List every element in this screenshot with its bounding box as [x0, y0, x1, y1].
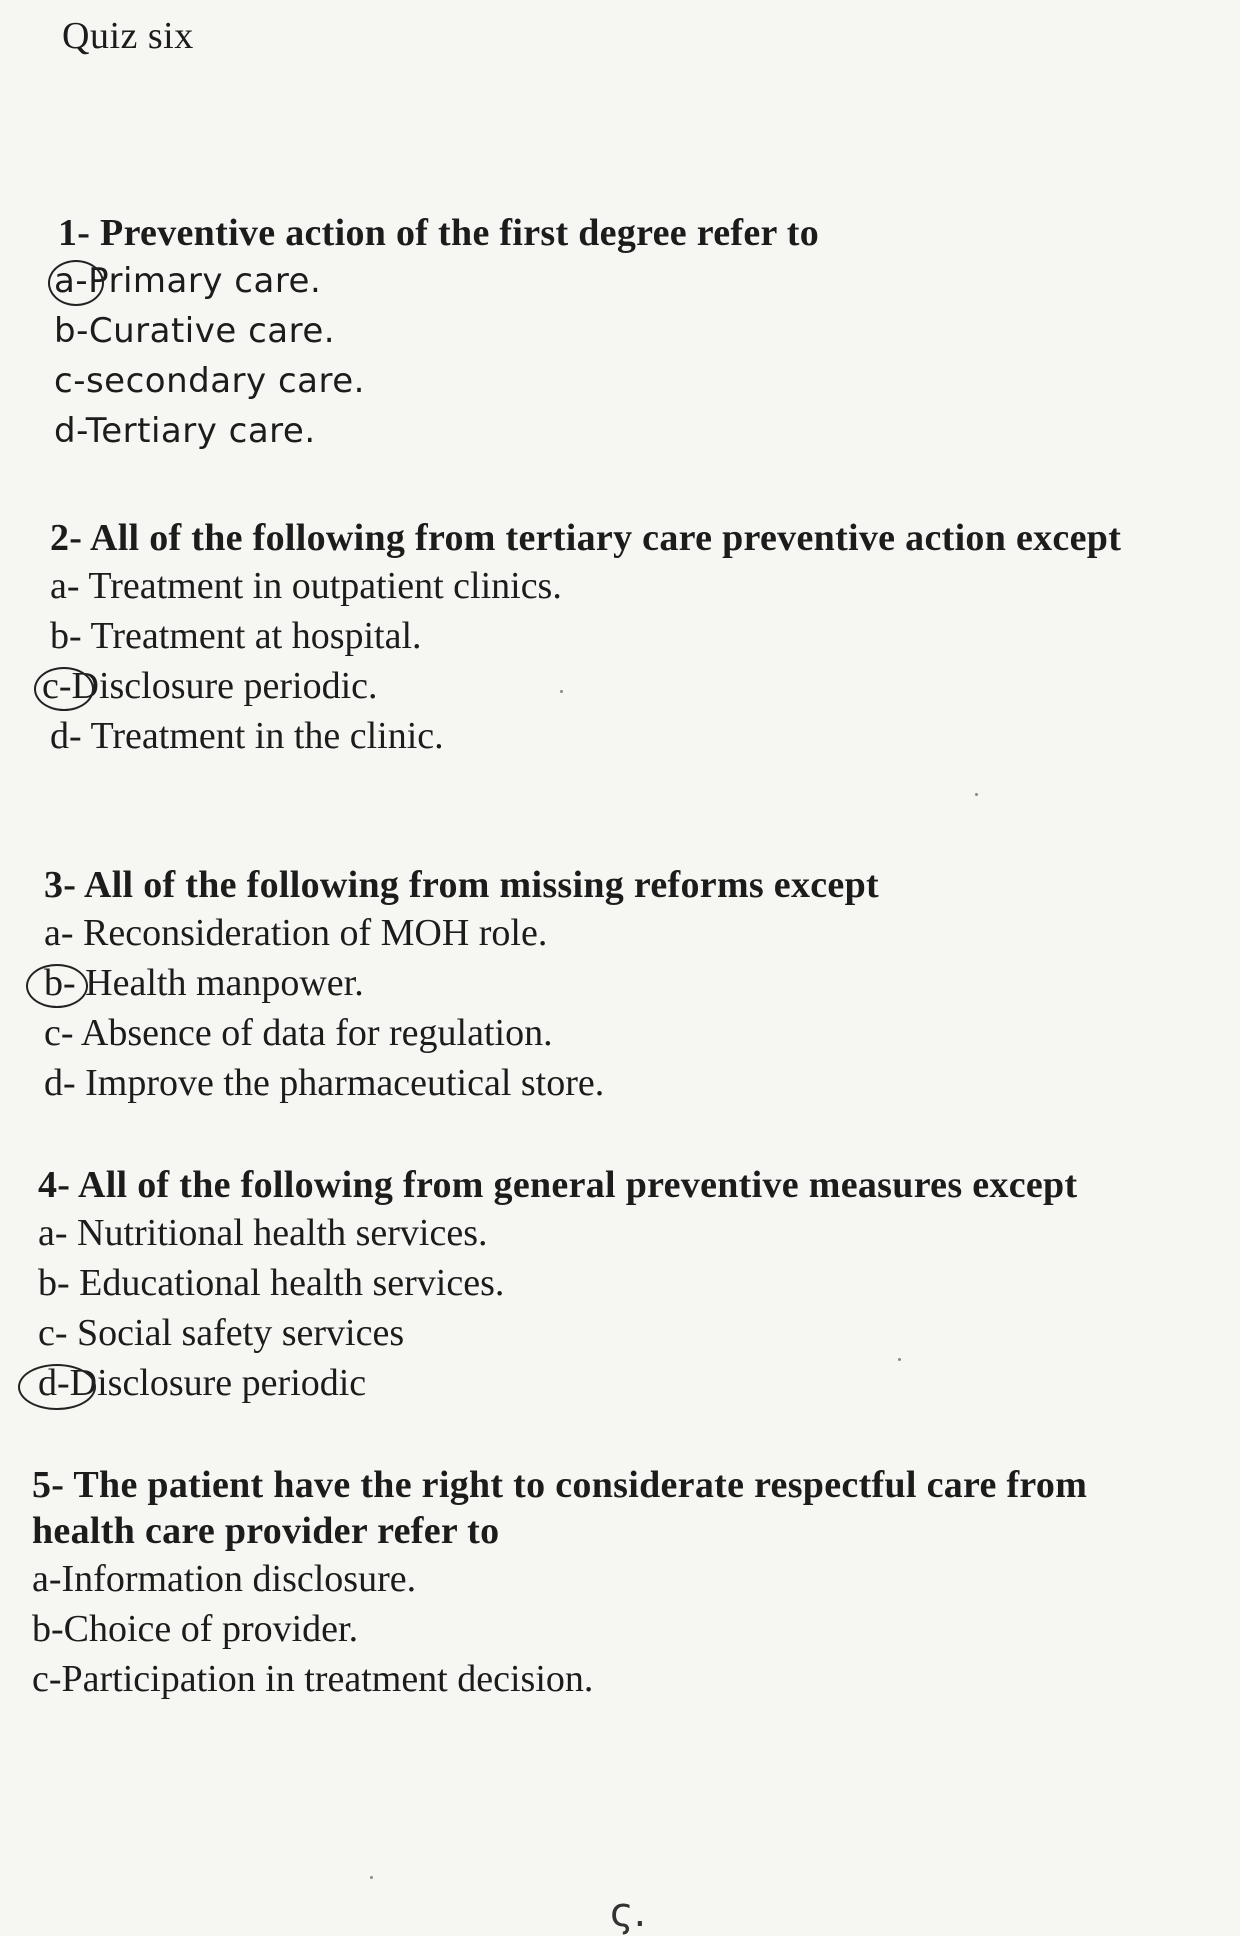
option-a	[44, 908, 879, 958]
option-label: c-Disclosure periodic.	[42, 665, 378, 707]
option-label: d-Tertiary care.	[54, 411, 316, 451]
option-b	[38, 1258, 1077, 1308]
option-label: d- Improve the pharmaceutical store.	[44, 1062, 605, 1104]
option-label: a-Information disclosure.	[32, 1558, 417, 1600]
question-text: 1- Preventive action of the first degree refer to	[58, 212, 820, 254]
question-text: 5- The patient have the right to considerate respectful care from health care provider refer to	[32, 1464, 1107, 1552]
option-label: a- Nutritional health services.	[38, 1212, 488, 1254]
option-label: b-Curative care.	[54, 311, 336, 351]
question-3	[44, 862, 879, 1108]
option-d	[54, 406, 819, 456]
question-text: 2- All of the following from tertiary care preventive action except	[50, 517, 1122, 559]
paper-speck	[370, 1876, 373, 1879]
option-a	[50, 561, 1170, 611]
quiz-title: Quiz six	[62, 15, 194, 57]
handwritten-mark: ς.	[610, 1890, 647, 1936]
option-label: b-Choice of provider.	[32, 1608, 359, 1650]
option-label: b- Treatment at hospital.	[50, 615, 422, 657]
option-b	[44, 958, 879, 1008]
option-label: c- Social safety services	[38, 1312, 405, 1354]
option-a	[38, 1208, 1077, 1258]
option-c	[42, 661, 1170, 711]
option-label: c-Participation in treatment decision.	[32, 1658, 594, 1700]
option-c	[38, 1308, 1077, 1358]
question-text: 3- All of the following from missing reforms except	[44, 864, 879, 906]
option-d	[44, 1058, 879, 1108]
option-label: a- Reconsideration of MOH role.	[44, 912, 548, 954]
option-d	[38, 1358, 1077, 1408]
paper-speck	[975, 793, 978, 796]
option-c	[54, 356, 819, 406]
option-label: a- Treatment in outpatient clinics.	[50, 565, 562, 607]
option-a	[54, 256, 819, 306]
option-label: a-Primary care.	[54, 261, 322, 301]
option-label: c-secondary care.	[54, 361, 365, 401]
option-label: b- Health manpower.	[44, 962, 364, 1004]
question-5	[32, 1462, 1172, 1704]
option-label: d-Disclosure periodic	[38, 1362, 367, 1404]
question-2	[42, 515, 1170, 761]
option-label: b- Educational health services.	[38, 1262, 505, 1304]
option-b	[54, 306, 819, 356]
option-b	[32, 1604, 1172, 1654]
paper-speck	[898, 1358, 901, 1361]
question-4	[38, 1162, 1077, 1408]
question-text: 4- All of the following from general preventive measures except	[38, 1164, 1078, 1206]
paper-speck	[560, 690, 563, 693]
option-a	[32, 1554, 1172, 1604]
question-1	[54, 210, 820, 456]
option-label: c- Absence of data for regulation.	[44, 1012, 553, 1054]
option-b	[50, 611, 1170, 661]
option-c	[44, 1008, 879, 1058]
option-c	[32, 1654, 1172, 1704]
option-d	[50, 711, 1170, 761]
option-label: d- Treatment in the clinic.	[50, 715, 444, 757]
